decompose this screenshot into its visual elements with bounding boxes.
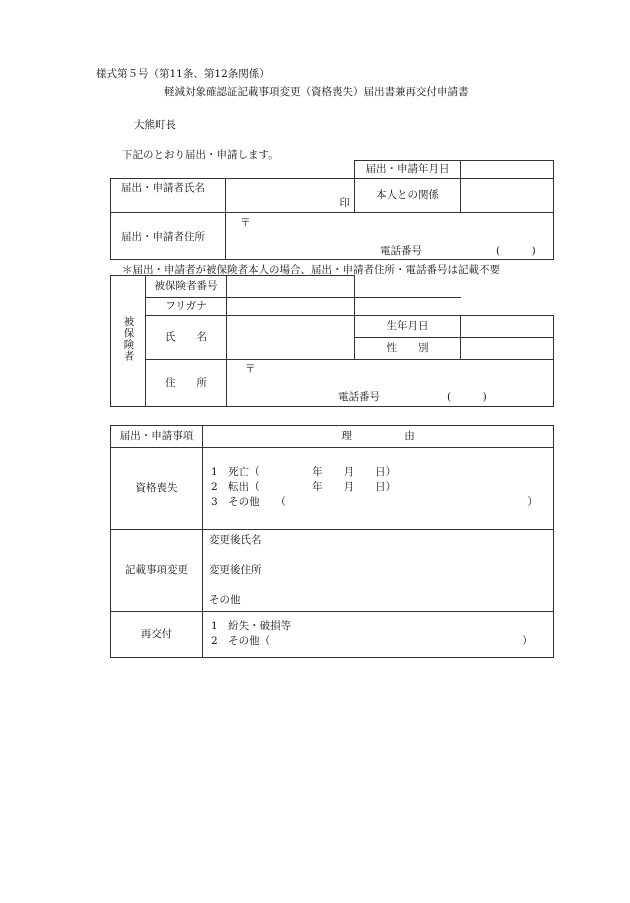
note-text: ＊届出・申請者が被保険者本人の場合、届出・申請者住所・電話番号は記載不要 — [122, 264, 500, 276]
birthdate-field[interactable] — [461, 316, 554, 338]
form-number: 様式第５号（第11条、第12条関係） — [96, 68, 270, 80]
insured-side-label: 被保険者 — [122, 316, 135, 362]
applicant-phone-parens: ( ) — [496, 245, 536, 257]
relation-field[interactable] — [461, 179, 554, 213]
reissue-item-loss: 1 紛失・破損等 — [211, 620, 292, 632]
reissue-reasons[interactable] — [203, 612, 554, 658]
loss-reasons[interactable] — [203, 448, 554, 530]
applicant-address-label-cell — [111, 213, 226, 260]
matters-header-reason: 理 由 — [203, 426, 554, 448]
change-item-other: その他 — [209, 594, 241, 606]
insured-postal-mark: 〒 — [245, 363, 256, 375]
loss-item-other: 3 その他 （ ） — [211, 496, 538, 508]
insured-table — [110, 275, 554, 407]
loss-item-death: 1 死亡（ 年 月 日） — [211, 466, 397, 478]
birthdate-label: 生年月日 — [355, 316, 461, 338]
applicant-name-field[interactable] — [226, 179, 355, 213]
change-item-name: 変更後氏名 — [209, 534, 262, 546]
insured-address-field[interactable] — [227, 360, 554, 407]
insured-phone-label: 電話番号 — [338, 391, 380, 403]
addressee: 大熊町長 — [134, 119, 176, 131]
insured-name-label: 氏 名 — [146, 316, 227, 360]
relation-label: 本人との関係 — [355, 179, 461, 213]
gender-field[interactable] — [461, 338, 554, 360]
applicant-postal-mark: 〒 — [240, 217, 251, 229]
applicant-name-label: 届出・申請者氏名 — [121, 182, 205, 194]
reissue-item-other: 2 その他（ ） — [211, 635, 533, 647]
reissue-label: 再交付 — [111, 612, 203, 658]
insured-name-field[interactable] — [227, 316, 355, 360]
insured-phone-parens: ( ) — [447, 391, 487, 403]
loss-item-moveout: 2 転出（ 年 月 日） — [211, 481, 397, 493]
seal-mark: 印 — [339, 197, 350, 209]
matters-header-left: 届出・申請事項 — [111, 426, 203, 448]
gender-label: 性 別 — [355, 338, 461, 360]
furigana-label: フリガナ — [146, 298, 227, 316]
change-details[interactable] — [203, 530, 554, 612]
applicant-phone-label: 電話番号 — [380, 245, 422, 257]
applicant-address-label: 届出・申請者住所 — [121, 231, 205, 243]
insured-number-field[interactable] — [227, 276, 355, 298]
application-date-label: 届出・申請年月日 — [355, 161, 461, 179]
loss-label: 資格喪失 — [111, 448, 203, 530]
matters-table — [110, 425, 554, 658]
application-date-field[interactable] — [461, 161, 554, 179]
form-title: 軽減対象確認証記載事項変更（資格喪失）届出書兼再交付申請書 — [164, 86, 469, 98]
applicant-name-label-cell — [111, 179, 226, 213]
applicant-address-field[interactable] — [226, 213, 554, 260]
insured-number-label: 被保険者番号 — [146, 276, 227, 298]
applicant-table — [110, 160, 554, 260]
change-item-address: 変更後住所 — [209, 564, 262, 576]
furigana-field[interactable] — [227, 298, 355, 316]
insured-address-label: 住 所 — [146, 360, 227, 407]
intro-text: 下記のとおり届出・申請します。 — [122, 149, 279, 161]
insured-side-label-cell — [111, 276, 146, 407]
change-label: 記載事項変更 — [111, 530, 203, 612]
